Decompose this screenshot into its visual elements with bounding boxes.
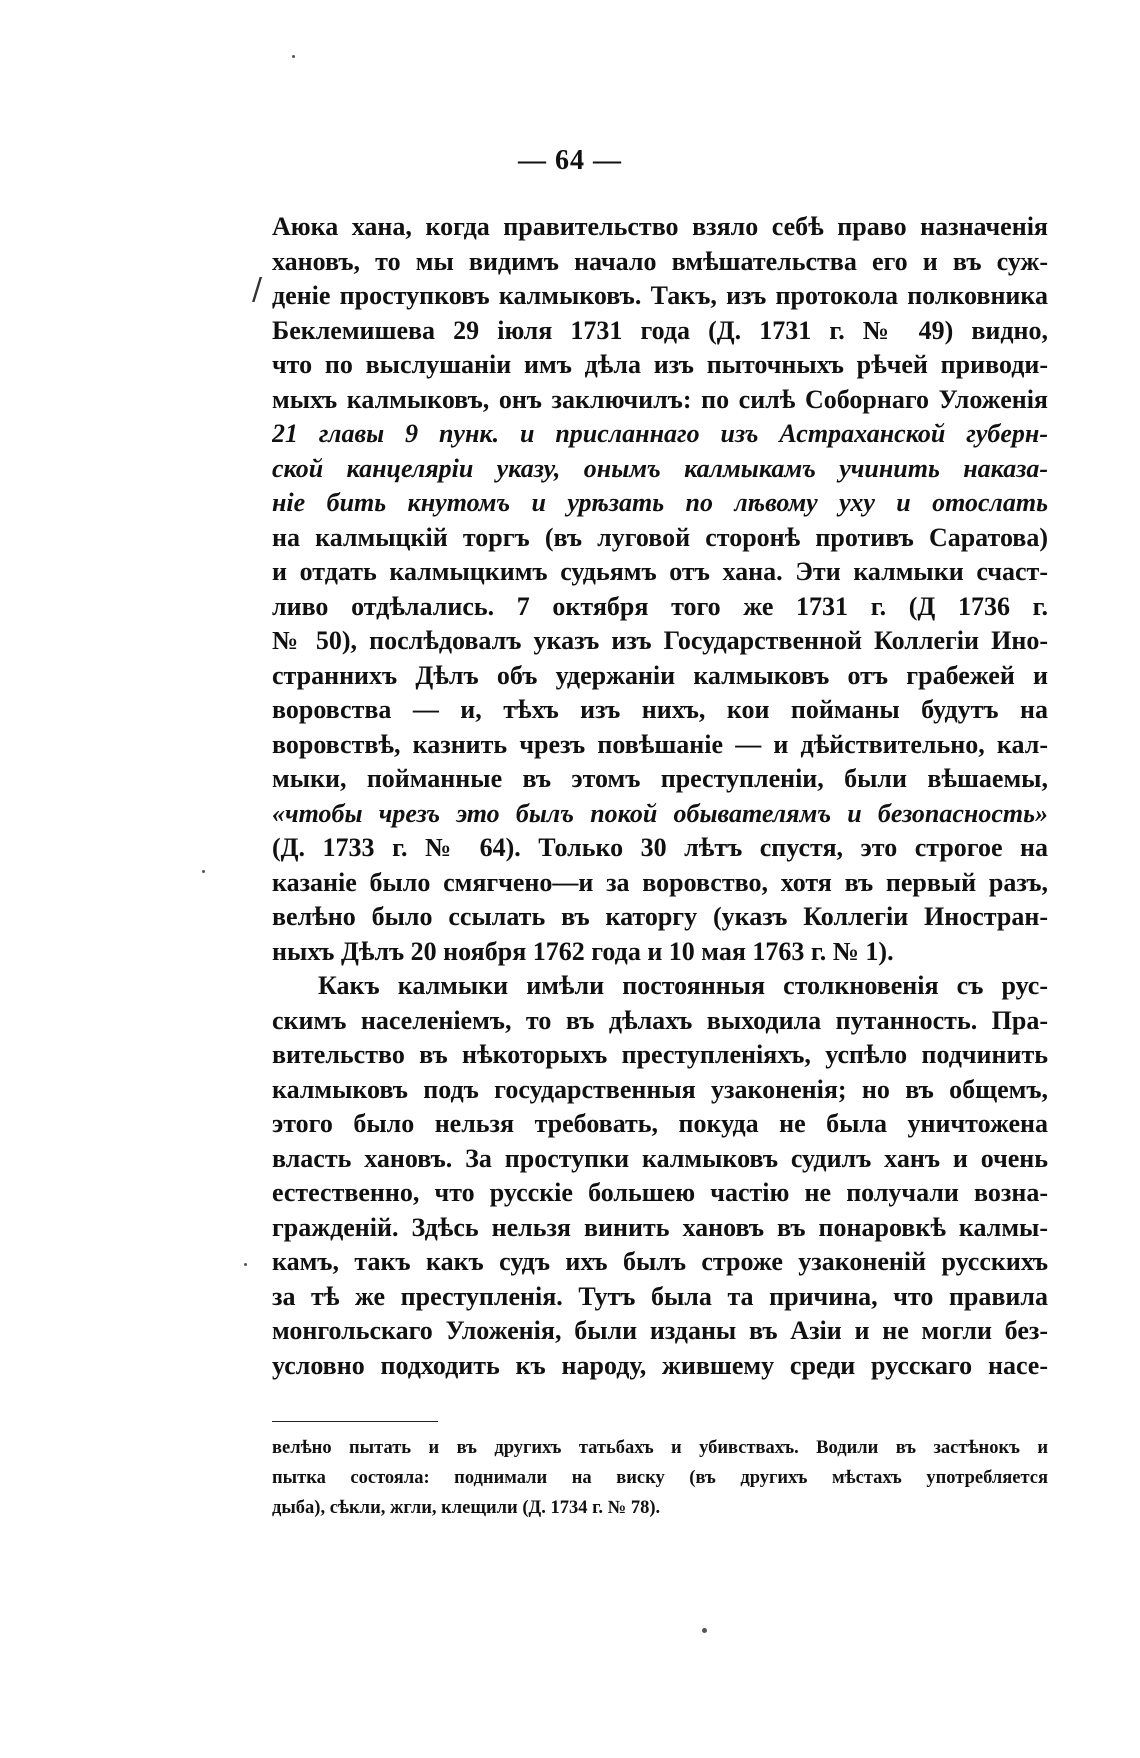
- page-number: — 64 —: [518, 145, 622, 176]
- scan-speck: [244, 1263, 247, 1266]
- text-line: за тѣ же преступленія. Тутъ была та причина, что правила: [272, 1281, 1048, 1311]
- footnote-line: дыба), сѣкли, жгли, клещили (Д. 1734 г. № 78).: [272, 1498, 661, 1518]
- text-line: странниxъ Дѣлъ объ удержаніи калмыковъ отъ грабежей и: [272, 660, 1048, 690]
- text-line: хановъ, то мы видимъ начало вмѣшательства его и въ суж-: [272, 246, 1048, 276]
- text-line: № 50), послѣдовалъ указъ изъ Государственной Коллегіи Ино-: [272, 626, 1048, 655]
- text-line: казаніе было смягчено—и за воровство, хотя въ первый разъ,: [272, 867, 1048, 897]
- text-line: вительство въ нѣкоторыхъ преступленіяхъ, успѣло подчинить: [272, 1040, 1048, 1069]
- text-line: 21 главы 9 пунк. и присланнаго изъ Астраханской губерн-: [272, 419, 1048, 448]
- text-line: ской канцеляріи указу, онымъ калмыкамъ учинить наказа-: [272, 453, 1048, 483]
- margin-pencil-mark: /: [252, 272, 263, 307]
- text-line: велѣно было ссылать въ каторгу (указъ Коллегіи Иностран-: [272, 902, 1048, 931]
- text-line: Какъ калмыки имѣли постоянныя столкновенія съ рус-: [318, 971, 1048, 1000]
- text-line: мыки, пойманные въ этомъ преступленіи, были вѣшаемы,: [272, 764, 1048, 793]
- text-line: этого было нельзя требовать, покуда не была уничтожена: [272, 1109, 1048, 1138]
- text-line: Аюка хана, когда правительство взяло себѣ право назначенія: [272, 212, 1048, 241]
- scan-speck: [292, 55, 295, 58]
- text-line: скимъ населеніемъ, то въ дѣлахъ выходила путанность. Пра-: [272, 1005, 1048, 1035]
- text-line: Беклемишева 29 іюля 1731 года (Д. 1731 г. № 49) видно,: [272, 315, 1048, 345]
- text-line: и отдать калмыцкимъ судьямъ отъ хана. Эти калмыки счаст-: [272, 557, 1048, 586]
- text-line: воровства — и, тѣхъ изъ нихъ, кои пойманы будутъ на: [272, 695, 1048, 724]
- text-line: власть хановъ. За проступки калмыковъ судилъ ханъ и очень: [272, 1143, 1048, 1173]
- footnote-line: велѣно пытать и въ другихъ татьбахъ и убивствахъ. Водили въ застѣнокъ и: [272, 1438, 1048, 1458]
- footnote-line: пытка состояла: поднимали на виску (въ другихъ мѣстахъ употребляется: [272, 1468, 1048, 1488]
- footnote-divider: [272, 1421, 438, 1422]
- main-text: [272, 210, 1048, 1383]
- text-line: деніе проступковъ калмыковъ. Такъ, изъ протокола полковника: [272, 281, 1048, 310]
- footnotes: [272, 1433, 1048, 1523]
- text-line: естественно, что русскіе большею частію не получали возна-: [272, 1178, 1048, 1207]
- text-line: условно подходить къ народу, жившему среди русскаго насе-: [272, 1350, 1048, 1380]
- text-line: гражденій. Здѣсь нельзя винить хановъ въ понаровкѣ калмы-: [272, 1212, 1048, 1242]
- text-line: воровствѣ, казнить чрезъ повѣшаніе — и дѣйствительно, кал-: [272, 729, 1048, 759]
- text-line: ніе бить кнутомъ и урѣзать по лѣвому уху и отослать: [272, 488, 1048, 517]
- text-line: камъ, такъ какъ судъ ихъ былъ строже узаконеній русскихъ: [272, 1247, 1048, 1276]
- scan-speck: [702, 1628, 707, 1633]
- text-line: «чтобы чрезъ это былъ покой обывателямъ и безопасность»: [272, 798, 1048, 828]
- text-line: ныхъ Дѣлъ 20 ноября 1762 года и 10 мая 1763 г. № 1).: [272, 936, 894, 966]
- text-line: ливо отдѣлались. 7 октября того же 1731 г. (Д 1736 г.: [272, 591, 1048, 621]
- text-line: мыхъ калмыковъ, онъ заключилъ: по силѣ Соборнаго Уложенія: [272, 384, 1048, 414]
- text-line: калмыковъ подъ государственныя узаконенія; но въ общемъ,: [272, 1074, 1048, 1104]
- text-line: на калмыцкій торгъ (въ луговой сторонѣ противъ Саратова): [272, 522, 1048, 552]
- text-line: (Д. 1733 г. № 64). Только 30 лѣтъ спустя, это строгое на: [272, 833, 1048, 862]
- text-line: монгольскаго Уложенія, были изданы въ Азіи и не могли без-: [272, 1316, 1048, 1345]
- scan-speck: [202, 870, 205, 873]
- text-line: что по выслушаніи имъ дѣла изъ пыточныхъ рѣчей приводи-: [272, 350, 1048, 379]
